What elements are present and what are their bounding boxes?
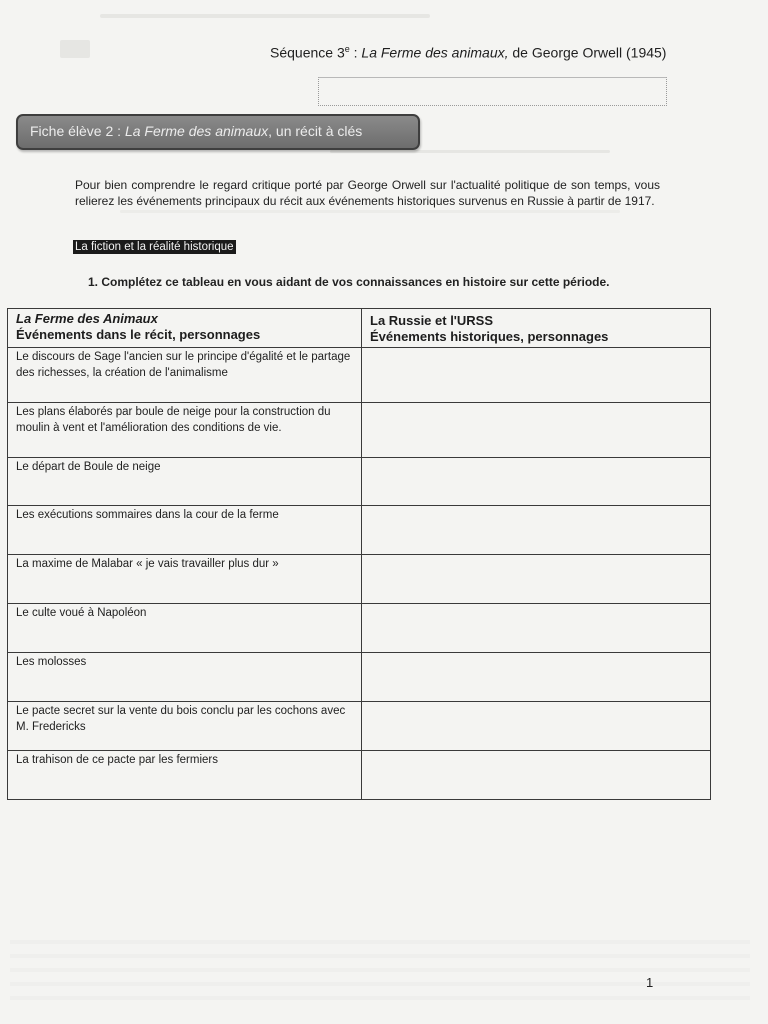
right-header-subtitle: Événements historiques, personnages <box>370 329 609 344</box>
event-cell: La maxime de Malabar « je vais travailler plus dur » <box>8 555 362 604</box>
event-cell: Les molosses <box>8 653 362 702</box>
answer-cell[interactable] <box>362 403 711 458</box>
table-row <box>8 653 711 702</box>
answer-cell[interactable] <box>362 506 711 555</box>
answer-cell[interactable] <box>362 555 711 604</box>
event-cell: Les exécutions sommaires dans la cour de la ferme <box>8 506 362 555</box>
table-row <box>8 702 711 751</box>
table-row <box>8 506 711 555</box>
event-cell: La trahison de ce pacte par les fermiers <box>8 751 362 800</box>
event-cell: Le discours de Sage l'ancien sur le principe d'égalité et le partage des richesses, la création de l'animalisme <box>8 348 362 403</box>
event-cell: Le départ de Boule de neige <box>8 458 362 506</box>
bleed-through-mark <box>100 14 430 18</box>
sequence-title: Séquence 3e : La Ferme des animaux, de George Orwell (1945) <box>270 44 667 61</box>
banner-title: Fiche élève 2 : La Ferme des animaux, un récit à clés <box>30 123 363 139</box>
section-label: La fiction et la réalité historique <box>75 241 234 253</box>
worksheet-banner <box>16 114 420 150</box>
intro-paragraph: Pour bien comprendre le regard critique porté par George Orwell sur l'actualité politique de son temps, vous relierez les événements principaux du récit aux événements historiques survenus en Russie à partir de 1917. <box>75 178 660 208</box>
table-row <box>8 458 711 506</box>
answer-cell[interactable] <box>362 653 711 702</box>
table-row <box>8 348 711 403</box>
right-header-title: La Russie et l'URSS <box>370 313 494 328</box>
correspondence-table <box>7 308 711 800</box>
event-cell: Les plans élaborés par boule de neige pour la construction du moulin à vent et l'amélioration des conditions de vie. <box>8 403 362 458</box>
right-column-header <box>362 309 711 348</box>
table-row <box>8 403 711 458</box>
answer-cell[interactable] <box>362 458 711 506</box>
bleed-through-mark <box>120 210 620 213</box>
answer-cell[interactable] <box>362 702 711 751</box>
question-1: 1. Complétez ce tableau en vous aidant de vos connaissances en histoire sur cette période. <box>88 275 610 289</box>
page-number: 1 <box>646 975 654 990</box>
table-row <box>8 751 711 800</box>
table-row <box>8 604 711 653</box>
left-header-subtitle: Événements dans le récit, personnages <box>16 327 261 342</box>
event-cell: Le culte voué à Napoléon <box>8 604 362 653</box>
table-row <box>8 555 711 604</box>
left-header-title: La Ferme des Animaux <box>16 311 158 326</box>
left-column-header <box>8 309 362 348</box>
name-field-box <box>318 77 667 106</box>
event-cell: Le pacte secret sur la vente du bois conclu par les cochons avec M. Fredericks <box>8 702 362 751</box>
bleed-through-mark <box>330 150 610 153</box>
answer-cell[interactable] <box>362 348 711 403</box>
table-header-row <box>8 309 711 348</box>
bleed-through-mark <box>60 40 90 58</box>
answer-cell[interactable] <box>362 751 711 800</box>
bleed-through-area <box>10 930 750 1000</box>
answer-cell[interactable] <box>362 604 711 653</box>
